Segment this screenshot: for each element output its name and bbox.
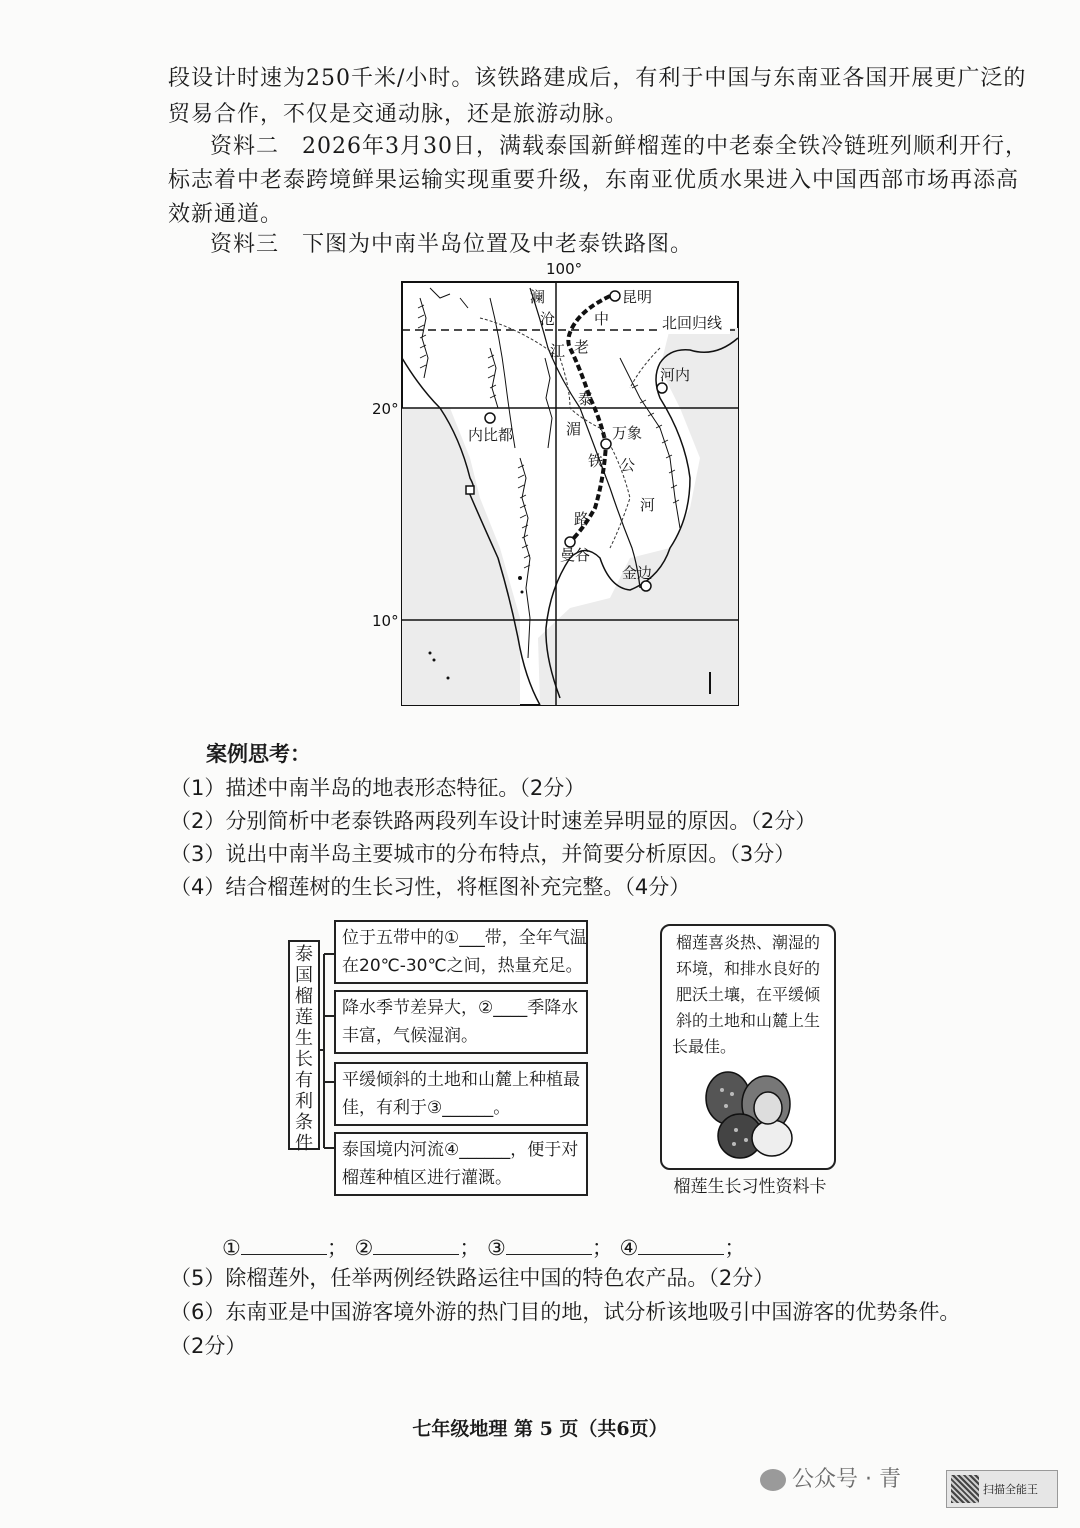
wechat-watermark xyxy=(760,1462,901,1493)
scanner-badge xyxy=(946,1470,1058,1508)
city-label-phnompenh: 金边 xyxy=(622,564,653,582)
city-label-vientiane: 万象 xyxy=(612,424,643,442)
city-kunming-marker xyxy=(610,291,620,301)
wechat-icon xyxy=(760,1469,786,1491)
page-footer: 七年级地理 第 5 页（共6页） xyxy=(412,1418,668,1440)
river-label-lan: 澜 xyxy=(530,288,546,306)
question-1: （1）描述中南半岛的地表形态特征。（2分） xyxy=(170,776,586,800)
card-caption: 榴莲生长习性资料卡 xyxy=(673,1177,827,1197)
durian-icon xyxy=(688,1064,808,1164)
indochina-railway-map xyxy=(370,258,750,710)
paragraph-line-3: 资料二 2026年3月30日，满载泰国新鲜榴莲的中老泰全铁冷链班列顺利开行， xyxy=(210,134,1028,159)
city-phnompenh-marker xyxy=(641,581,651,591)
river-label-he: 河 xyxy=(640,496,656,514)
flowchart-box-4 xyxy=(334,1132,588,1196)
answer-blank-4[interactable] xyxy=(638,1234,724,1255)
river-label-gong: 公 xyxy=(620,456,636,474)
river-label-cang: 沧 xyxy=(540,310,556,328)
paragraph-line-5: 效新通道。 xyxy=(168,202,284,227)
river-label-mei: 湄 xyxy=(566,420,582,438)
city-vientiane-marker xyxy=(601,439,611,449)
paragraph-line-2: 贸易合作，不仅是交通动脉，还是旅游动脉。 xyxy=(168,102,629,127)
card-line-2: 环境，和排水良好的 xyxy=(675,959,820,978)
question-4: （4）结合榴莲树的生长习性，将框图补充完整。（4分） xyxy=(170,875,691,899)
city-yangon-marker xyxy=(466,486,474,494)
city-label-hanoi: 河内 xyxy=(660,366,691,384)
flowchart-title: 泰国榴莲生长有利条件 xyxy=(295,944,313,1154)
railway-label-lu: 路 xyxy=(574,510,590,528)
flowchart-box-3-line-1: 平缓倾斜的土地和山麓上种植最 xyxy=(342,1070,580,1090)
question-2: （2）分别简析中老泰铁路两段列车设计时速差异明显的原因。（2分） xyxy=(170,809,817,833)
question-5: （5）除榴莲外，任举两例经铁路运往中国的特色农产品。（2分） xyxy=(170,1266,775,1290)
flowchart-box-3 xyxy=(334,1062,588,1126)
answer-blank-2[interactable] xyxy=(373,1234,459,1255)
paragraph-line-1: 段设计时速为250千米/小时。该铁路建成后，有利于中国与东南亚各国开展更广泛的 xyxy=(168,66,1027,91)
blank-mark-2: ② xyxy=(354,1236,374,1260)
flowchart-box-4-line-1: 泰国境内河流④______，便于对 xyxy=(342,1140,579,1160)
lon-label: 100° xyxy=(546,260,583,278)
durian-info-card xyxy=(660,924,836,1170)
card-line-1: 榴莲喜炎热、潮湿的 xyxy=(675,933,820,952)
paragraph-line-4: 标志着中老泰跨境鲜果运输实现重要升级，东南亚优质水果进入中国西部市场再添高 xyxy=(168,168,1020,193)
blank-mark-3: ③ xyxy=(487,1236,506,1260)
answer-blanks: ① ； ② ； ③ ； ④ ； xyxy=(222,1236,746,1260)
railway-label-tai: 泰 xyxy=(578,390,594,408)
questions-heading: 案例思考： xyxy=(206,742,311,766)
blank-mark-4: ④ xyxy=(619,1236,639,1260)
qr-code-icon xyxy=(951,1475,979,1503)
flowchart-connectors xyxy=(316,930,336,1170)
blank-mark-1: ① xyxy=(222,1236,241,1260)
country-label-lao: 老 xyxy=(574,338,590,356)
river-label-jiang: 江 xyxy=(550,342,566,360)
card-line-3: 肥沃土壤，在平缓倾 xyxy=(675,985,820,1004)
question-3: （3）说出中南半岛主要城市的分布特点，并简要分析原因。（3分） xyxy=(170,842,796,866)
question-6: （6）东南亚是中国游客境外游的热门目的地，试分析该地吸引中国游客的优势条件。 xyxy=(170,1300,961,1324)
flowchart-box-1-line-1: 位于五带中的①___带，全年气温 xyxy=(342,928,587,948)
flowchart-box-2 xyxy=(334,990,588,1054)
city-label-naypyidaw: 内比都 xyxy=(468,426,514,444)
watermark-text: 公众号 · 青 xyxy=(792,1467,901,1492)
lat-label-20: 20° xyxy=(372,400,399,418)
city-label-bangkok: 曼谷 xyxy=(560,546,591,564)
flowchart-box-1-line-2: 在20℃-30℃之间，热量充足。 xyxy=(342,956,583,976)
paragraph-line-6: 资料三 下图为中南半岛位置及中老泰铁路图。 xyxy=(210,232,694,257)
flowchart-box-3-line-2: 佳，有利于③______。 xyxy=(342,1098,511,1118)
flowchart-box-2-line-1: 降水季节差异大，②____季降水 xyxy=(342,998,579,1018)
lat-label-10: 10° xyxy=(372,612,399,630)
tropic-label: 北回归线 xyxy=(662,314,723,332)
card-line-5: 长最佳。 xyxy=(672,1037,737,1056)
answer-blank-3[interactable] xyxy=(506,1234,592,1255)
question-6-score: （2分） xyxy=(170,1334,247,1358)
card-line-4: 斜的土地和山麓上生 xyxy=(675,1011,820,1030)
flowchart-box-2-line-2: 丰富，气候湿润。 xyxy=(342,1026,478,1046)
flowchart-box-1 xyxy=(334,920,588,984)
city-label-kunming: 昆明 xyxy=(622,288,653,306)
scanner-label: 扫描全能王 xyxy=(983,1483,1038,1496)
city-naypyidaw-marker xyxy=(485,413,495,423)
country-label-zhong: 中 xyxy=(594,310,610,328)
answer-blank-1[interactable] xyxy=(241,1234,327,1255)
flowchart-box-4-line-2: 榴莲种植区进行灌溉。 xyxy=(342,1168,512,1188)
city-hanoi-marker xyxy=(657,383,667,393)
railway-label-tie: 铁 xyxy=(588,452,604,470)
